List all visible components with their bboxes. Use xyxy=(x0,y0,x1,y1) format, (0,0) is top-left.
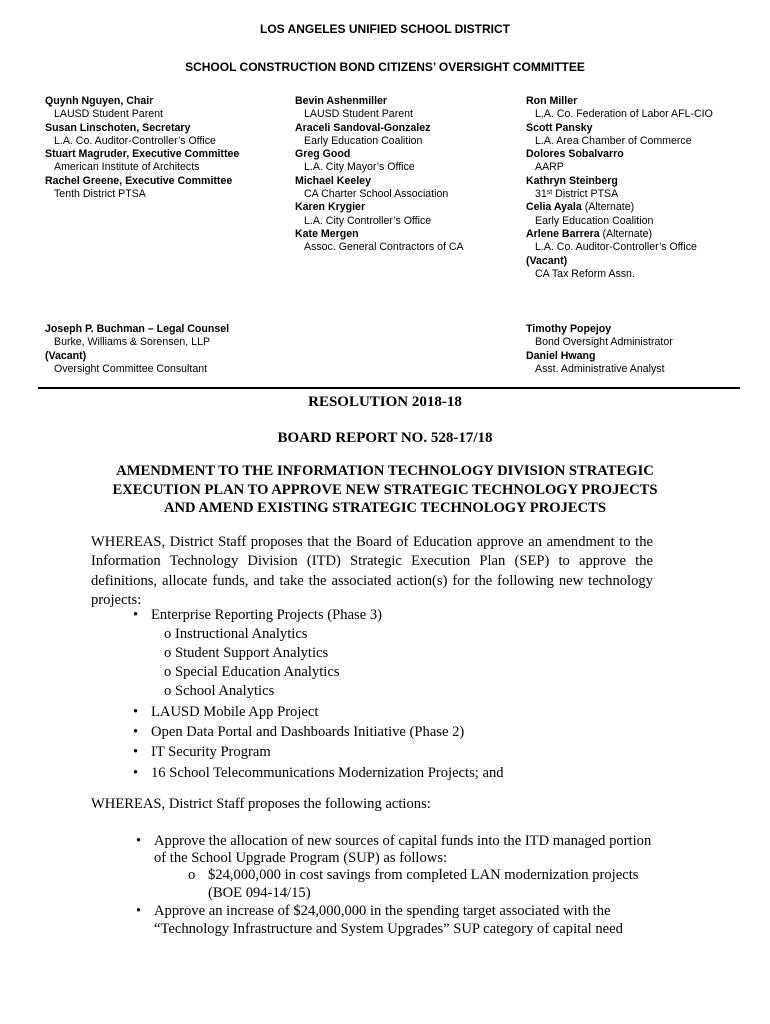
list-item xyxy=(133,744,271,761)
action-item-text: Approve the allocation of new sources of capital funds into the ITD managed portion xyxy=(154,833,652,849)
action-item-continuation: of the School Upgrade Program (SUP) as follows: xyxy=(154,850,448,866)
bullet-icon: • xyxy=(136,903,142,919)
sub-list-item xyxy=(164,683,274,700)
bullet-icon: • xyxy=(136,833,142,849)
sub-action-item-text: $24,000,000 in cost savings from completed LAN modernization projects xyxy=(208,867,639,883)
member-name: Scott Pansky xyxy=(526,121,593,134)
member-name: Karen Krygier xyxy=(295,201,366,214)
member-name xyxy=(526,201,713,214)
member-name: Bevin Ashenmiller xyxy=(295,95,388,107)
staff-name: Joseph P. Buchman – Legal Counsel xyxy=(45,323,230,335)
staff-name: Timothy Popejoy xyxy=(526,323,612,335)
alternate-note: (Alternate) xyxy=(599,227,653,240)
member-name: Kate Mergen xyxy=(295,227,359,240)
member-affiliation: L.A. Area Chamber of Commerce xyxy=(535,134,692,147)
bullet-icon: • xyxy=(133,607,139,623)
member-name: Araceli Sandoval-Gonzalez xyxy=(295,121,431,134)
sub-list-item-text: Special Education Analytics xyxy=(174,664,340,680)
ordinal-number: 31 xyxy=(535,188,547,201)
board-report-number: BOARD REPORT NO. 528-17/18 xyxy=(277,430,493,446)
sub-list-item-text: Student Support Analytics xyxy=(174,645,329,661)
sub-list-item xyxy=(164,664,340,681)
staff-name: (Vacant) xyxy=(45,349,87,362)
member-name: Ron Miller xyxy=(526,95,578,107)
staff-name: Daniel Hwang xyxy=(526,349,596,362)
member-affiliation: L.A. Co. Federation of Labor AFL-CIO xyxy=(535,108,713,121)
member-affiliation: L.A. City Mayor’s Office xyxy=(304,161,415,174)
list-item xyxy=(133,607,382,624)
member-affiliation: Early Education Coalition xyxy=(535,214,654,227)
members-column-1 xyxy=(45,95,239,201)
list-item-text: 16 School Telecommunications Modernization Projects; and xyxy=(151,765,504,781)
member-name-text: Arlene Barrera xyxy=(526,227,600,240)
member-affiliation xyxy=(526,188,713,201)
member-name: Susan Linschoten, Secretary xyxy=(45,121,191,134)
member-affiliation: L.A. Co. Auditor-Controller’s Office xyxy=(54,134,216,147)
staff-left xyxy=(45,323,229,376)
list-item xyxy=(133,724,464,741)
member-affiliation: LAUSD Student Parent xyxy=(54,108,163,121)
title-line: EXECUTION PLAN TO APPROVE NEW STRATEGIC TECHNOLOGY PROJECTS xyxy=(112,481,658,498)
list-item-text: Enterprise Reporting Projects (Phase 3) xyxy=(151,607,383,623)
member-affiliation: Tenth District PTSA xyxy=(54,188,146,201)
ordinal-suffix: st xyxy=(546,189,553,197)
sub-list-item-text: School Analytics xyxy=(174,683,275,699)
resolution-number: RESOLUTION 2018-18 xyxy=(308,394,462,410)
member-affiliation: LAUSD Student Parent xyxy=(304,108,413,121)
district-name: LOS ANGELES UNIFIED SCHOOL DISTRICT xyxy=(259,22,510,36)
action-item-text: Approve an increase of $24,000,000 in the spending target associated with the xyxy=(154,903,611,919)
title-line: AND AMEND EXISTING STRATEGIC TECHNOLOGY PROJECTS xyxy=(163,500,607,516)
member-name: Kathryn Steinberg xyxy=(526,174,618,187)
member-name xyxy=(526,228,713,241)
member-name-text: Celia Ayala xyxy=(526,201,582,214)
member-name: Quynh Nguyen, Chair xyxy=(45,95,154,107)
action-item xyxy=(136,903,610,920)
sub-list-item-text: Instructional Analytics xyxy=(174,626,308,642)
member-name: Rachel Greene, Executive Committee xyxy=(45,174,233,187)
list-item-text: LAUSD Mobile App Project xyxy=(151,704,319,720)
sub-list-item xyxy=(164,626,308,643)
sub-bullet-icon: o xyxy=(164,626,172,642)
members-column-2 xyxy=(295,95,464,255)
member-affiliation: L.A. Co. Auditor-Controller’s Office xyxy=(535,241,697,254)
whereas-paragraph-1: WHEREAS, District Staff proposes that the Board of Education approve an amendment to the Information Technology Division (ITD) Strategic Execution Plan (SEP) to approve the definitions, allocate funds, and take the associated action(s) for the following new technology projects: xyxy=(91,534,653,608)
member-affiliation: AARP xyxy=(535,161,564,174)
alternate-note: (Alternate) xyxy=(581,201,635,214)
member-affiliation: Assoc. General Contractors of CA xyxy=(304,241,464,254)
member-name: Dolores Sobalvarro xyxy=(526,148,624,161)
staff-affiliation: Oversight Committee Consultant xyxy=(54,362,208,375)
resolution-title xyxy=(0,462,770,518)
list-item xyxy=(133,765,504,782)
member-name: Michael Keeley xyxy=(295,174,371,187)
header-divider xyxy=(38,387,740,389)
staff-affiliation: Burke, Williams & Sorensen, LLP xyxy=(54,336,211,349)
staff-affiliation: Asst. Administrative Analyst xyxy=(535,362,665,375)
bullet-icon: • xyxy=(133,704,139,720)
list-item xyxy=(133,704,318,721)
sub-action-item-continuation: (BOE 094-14/15) xyxy=(208,885,311,901)
member-affiliation: Early Education Coalition xyxy=(304,134,423,147)
members-column-3 xyxy=(526,95,713,281)
member-name: Greg Good xyxy=(295,148,351,161)
bullet-icon: • xyxy=(133,765,139,781)
committee-name: SCHOOL CONSTRUCTION BOND CITIZENS’ OVERSIGHT COMMITTEE xyxy=(185,60,585,74)
bullet-icon: • xyxy=(133,744,139,760)
bullet-icon: • xyxy=(133,724,139,740)
sub-bullet-icon: o xyxy=(164,645,172,661)
member-affiliation: CA Charter School Association xyxy=(304,188,449,201)
affiliation-rest: District PTSA xyxy=(552,188,619,201)
staff-affiliation: Bond Oversight Administrator xyxy=(535,336,673,349)
list-item-text: IT Security Program xyxy=(151,744,271,760)
member-affiliation: CA Tax Reform Assn. xyxy=(535,267,635,280)
sub-list-item xyxy=(164,645,328,662)
member-affiliation: L.A. City Controller’s Office xyxy=(304,214,432,227)
title-line: AMENDMENT TO THE INFORMATION TECHNOLOGY DIVISION STRATEGIC xyxy=(116,463,654,479)
sub-bullet-icon: o xyxy=(188,867,196,883)
member-affiliation: American Institute of Architects xyxy=(54,161,200,174)
staff-right xyxy=(526,323,673,376)
member-name: (Vacant) xyxy=(526,254,568,267)
action-item xyxy=(136,833,651,850)
sub-bullet-icon: o xyxy=(164,683,172,699)
action-item-continuation: “Technology Infrastructure and System Upgrades” SUP category of capital need xyxy=(154,921,623,937)
sub-bullet-icon: o xyxy=(164,664,172,680)
member-name: Stuart Magruder, Executive Committee xyxy=(45,148,240,161)
whereas-paragraph-2: WHEREAS, District Staff proposes the following actions: xyxy=(91,796,431,812)
sub-action-item xyxy=(188,867,638,884)
list-item-text: Open Data Portal and Dashboards Initiative (Phase 2) xyxy=(151,724,465,740)
